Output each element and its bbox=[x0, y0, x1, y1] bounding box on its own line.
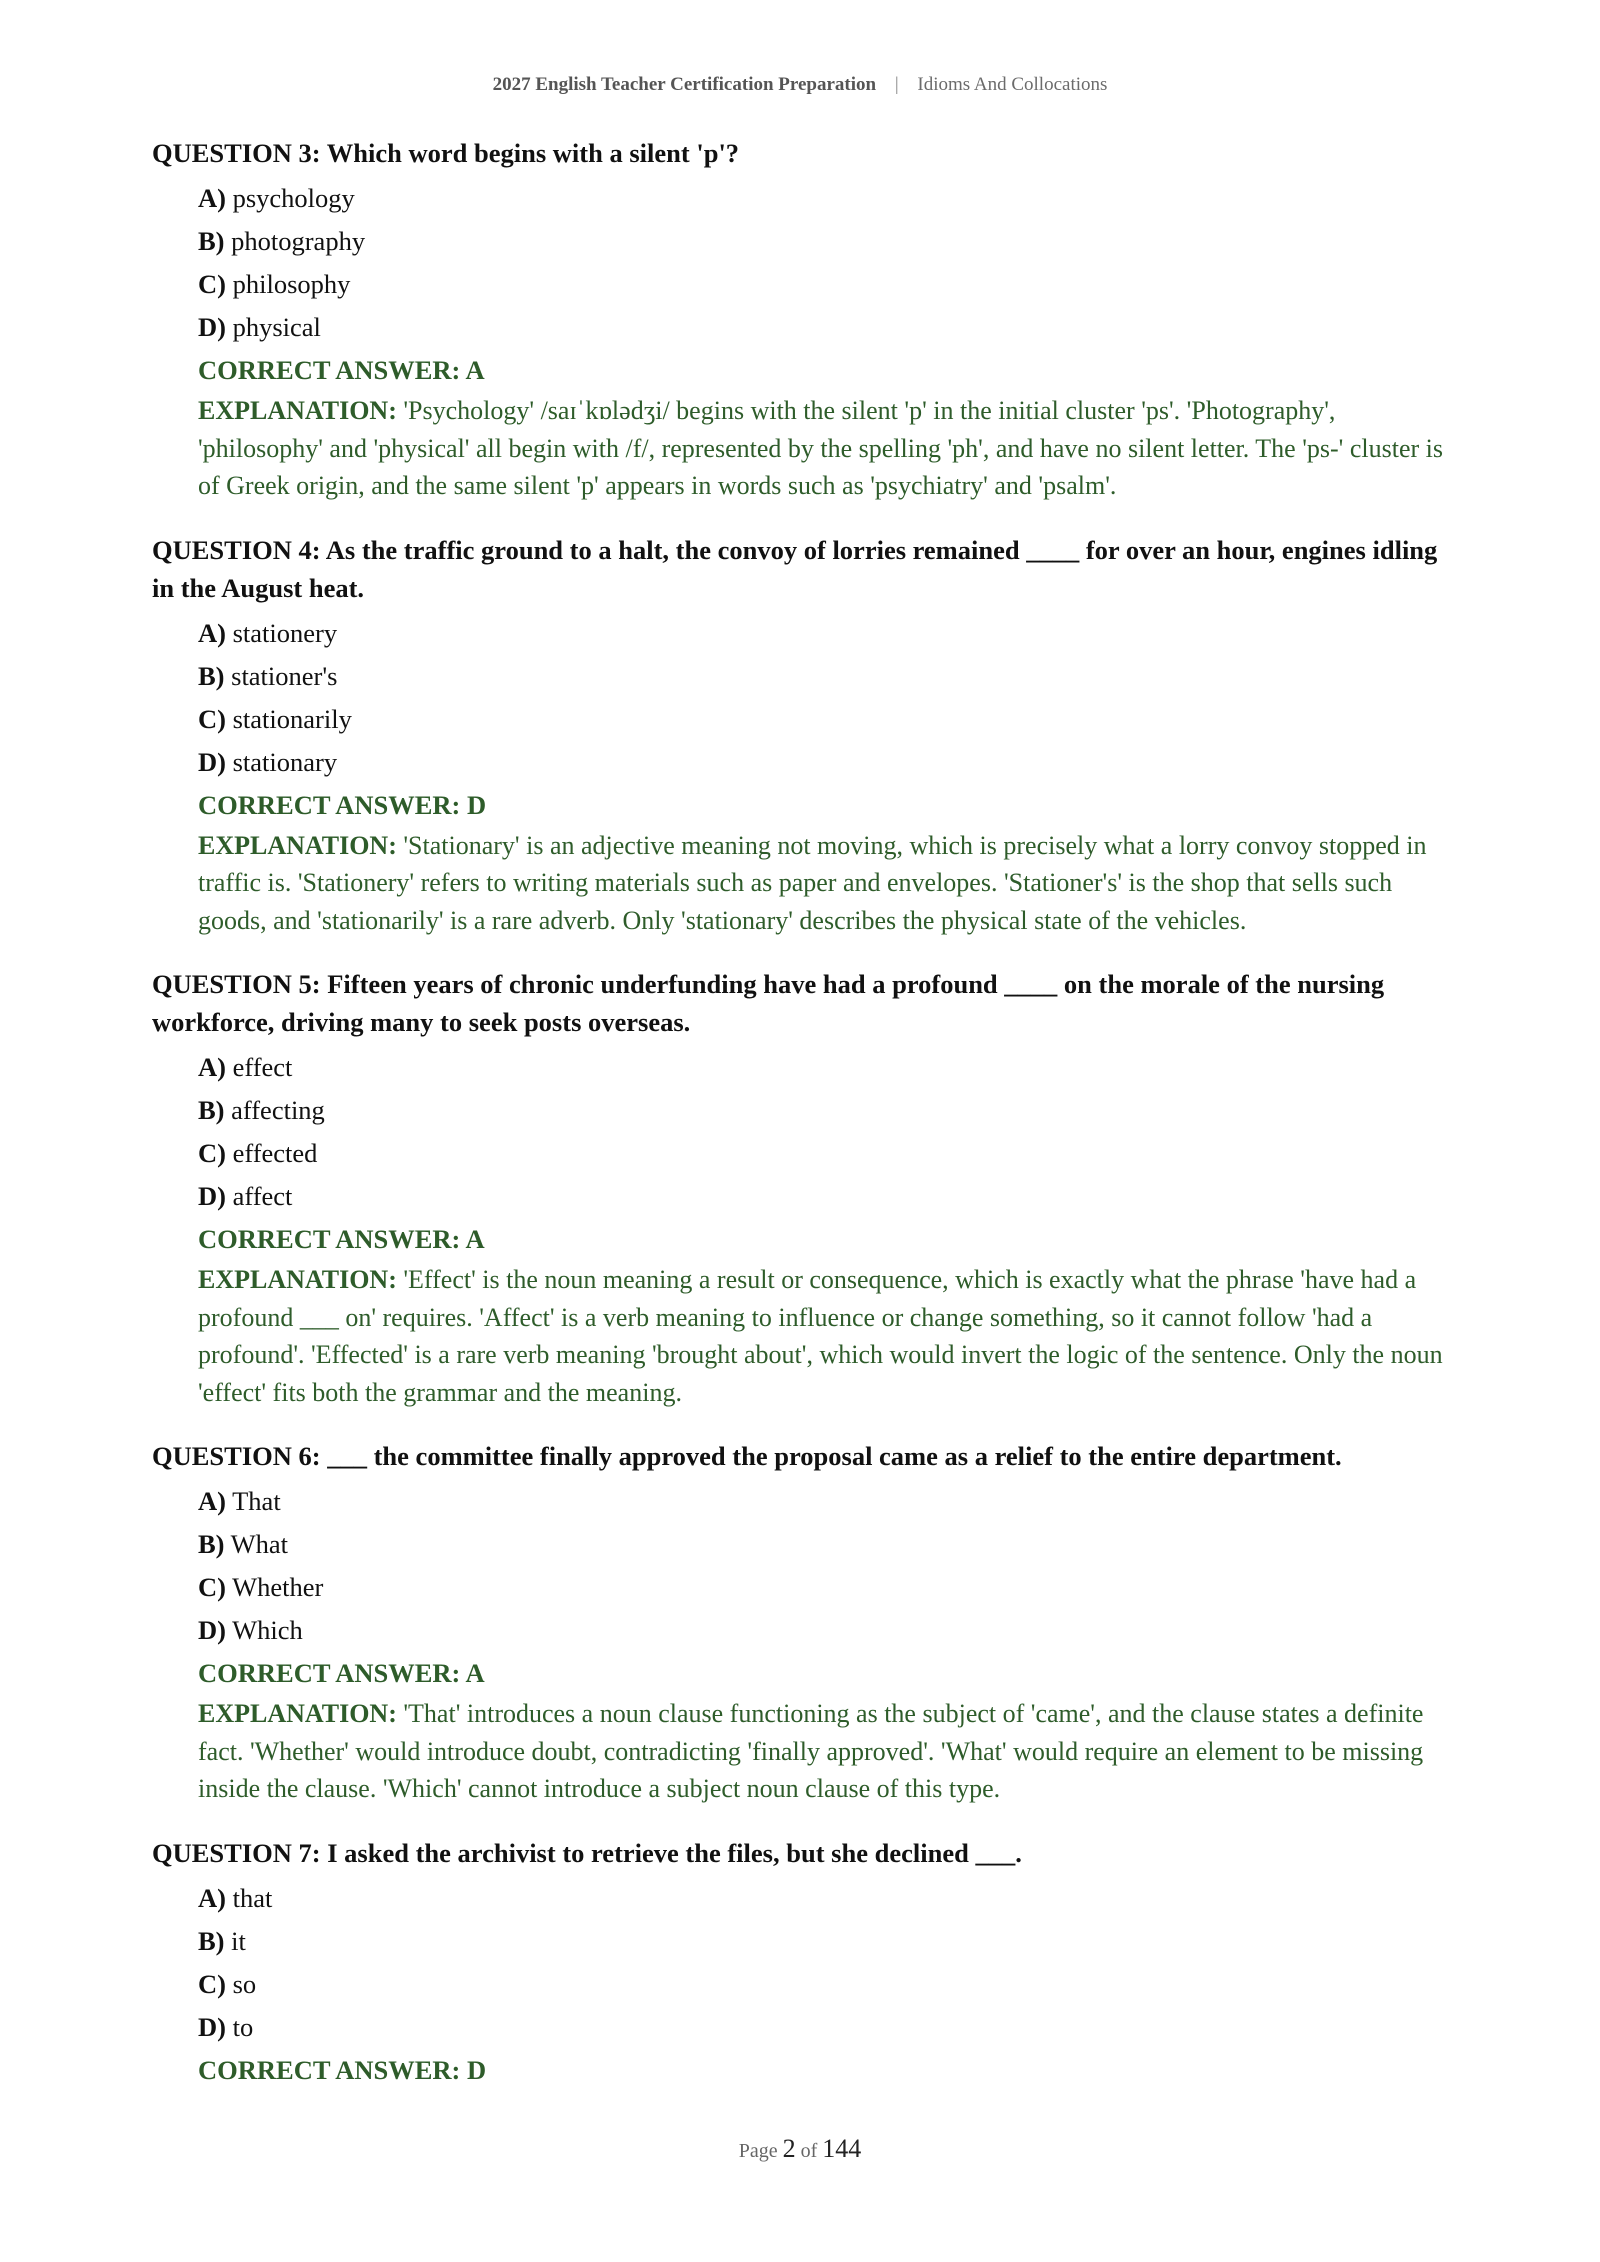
explanation-label: EXPLANATION: bbox=[198, 1265, 397, 1294]
question-text bbox=[152, 531, 1452, 607]
option-letter: A) bbox=[198, 617, 226, 648]
option-letter: D) bbox=[198, 1615, 226, 1645]
option-c bbox=[198, 1566, 1452, 1609]
correct-answer bbox=[198, 349, 1452, 392]
option-text: to bbox=[232, 2011, 254, 2042]
option-c bbox=[198, 263, 1452, 306]
option-c bbox=[198, 698, 1452, 741]
option-letter: A) bbox=[198, 1052, 226, 1082]
question-prompt: ___ the committee finally approved the proposal came as a relief to the entire department. bbox=[327, 1441, 1342, 1471]
option-text: effect bbox=[232, 1052, 293, 1082]
of-word: of bbox=[800, 2140, 818, 2162]
option-b bbox=[198, 1089, 1452, 1132]
question-6 bbox=[152, 1437, 1452, 1808]
explanation-text: 'Stationary' is an adjective meaning not moving, which is precisely what a lorry convoy stopped in traffic is. 'Stationery' refers to writing materials such as paper and envelopes. 'Stationer's' is the shop that sells such goods, and 'stationarily' is a rare adverb. Only 'stationary' describes the physical state of the vehicles. bbox=[198, 830, 1427, 935]
option-letter: C) bbox=[198, 269, 226, 299]
question-label: QUESTION 6: bbox=[152, 1441, 321, 1471]
option-text: affecting bbox=[231, 1095, 325, 1125]
option-text: Which bbox=[232, 1615, 303, 1645]
option-letter: C) bbox=[198, 1968, 226, 1999]
option-text: What bbox=[230, 1529, 289, 1559]
correct-answer-value: A bbox=[465, 1658, 485, 1688]
page-footer bbox=[0, 2134, 1600, 2164]
option-a bbox=[198, 1046, 1452, 1089]
option-c bbox=[198, 1963, 1452, 2006]
explanation-label: EXPLANATION: bbox=[198, 830, 397, 860]
option-text: stationery bbox=[232, 617, 338, 648]
option-list bbox=[198, 1877, 1452, 2049]
option-text: psychology bbox=[232, 183, 355, 213]
option-a bbox=[198, 1877, 1452, 1920]
question-prompt: Fifteen years of chronic underfunding have had a profound ____ on the morale of the nursing workforce, driving many to seek posts overseas. bbox=[152, 969, 1385, 1037]
option-letter: D) bbox=[198, 2011, 226, 2042]
option-d bbox=[198, 741, 1452, 784]
question-text bbox=[152, 134, 1452, 172]
option-b bbox=[198, 220, 1452, 263]
question-text bbox=[152, 965, 1452, 1041]
explanation-label: EXPLANATION: bbox=[198, 396, 397, 425]
option-letter: C) bbox=[198, 703, 226, 734]
correct-answer-label: CORRECT ANSWER: bbox=[198, 1658, 461, 1688]
correct-answer-value: D bbox=[466, 2054, 487, 2085]
correct-answer bbox=[198, 2049, 1452, 2092]
correct-answer-value: A bbox=[465, 1224, 485, 1254]
option-d bbox=[198, 1175, 1452, 1218]
correct-answer-value: D bbox=[466, 789, 487, 820]
option-text: so bbox=[232, 1968, 257, 1999]
correct-answer-label: CORRECT ANSWER: bbox=[198, 355, 461, 385]
option-text: photography bbox=[231, 226, 366, 256]
question-text bbox=[152, 1437, 1452, 1475]
option-text: that bbox=[232, 1882, 273, 1913]
question-label: QUESTION 4: bbox=[152, 534, 321, 565]
explanation-text: 'Effect' is the noun meaning a result or consequence, which is exactly what the phrase 'have had a profound ___ on' requires. 'Affect' is a verb meaning to influence or change something, so it cannot follow 'had a profound'. 'Effected' is a rare verb meaning 'brought about', which would invert the logic of the sentence. Only the noun 'effect' fits both the grammar and the meaning. bbox=[198, 1265, 1443, 1407]
question-prompt: I asked the archivist to retrieve the files, but she declined ___. bbox=[327, 1837, 1022, 1868]
explanation bbox=[198, 392, 1452, 505]
option-letter: B) bbox=[198, 660, 225, 691]
correct-answer-label: CORRECT ANSWER: bbox=[198, 1224, 461, 1254]
page-header bbox=[0, 74, 1600, 96]
explanation bbox=[198, 1261, 1452, 1411]
explanation-text: 'Psychology' /saɪˈkɒlədʒi/ begins with the silent 'p' in the initial cluster 'ps'. 'Photography', 'philosophy' and 'physical' all begin with /f/, represented by the spelling 'ph', and have no silent letter. The 'ps-' cluster is of Greek origin, and the same silent 'p' appears in words such as 'psychiatry' and 'psalm'. bbox=[198, 396, 1444, 500]
header-separator: | bbox=[894, 74, 899, 95]
question-3 bbox=[152, 134, 1452, 505]
option-letter: B) bbox=[198, 226, 225, 256]
question-prompt: As the traffic ground to a halt, the convoy of lorries remained ____ for over an hour, engines idling in the August heat. bbox=[152, 534, 1438, 603]
option-letter: B) bbox=[198, 1925, 225, 1956]
option-text: Whether bbox=[232, 1572, 324, 1602]
option-list bbox=[198, 177, 1452, 349]
option-text: stationer's bbox=[231, 660, 338, 691]
page-word: Page bbox=[738, 2140, 778, 2162]
correct-answer-label: CORRECT ANSWER: bbox=[198, 2054, 461, 2085]
option-list bbox=[198, 1046, 1452, 1218]
option-c bbox=[198, 1132, 1452, 1175]
option-letter: B) bbox=[198, 1529, 225, 1559]
option-letter: C) bbox=[198, 1138, 226, 1168]
option-list bbox=[198, 1480, 1452, 1652]
question-list bbox=[152, 134, 1452, 2118]
option-letter: A) bbox=[198, 1486, 226, 1516]
option-text: stationary bbox=[232, 746, 338, 777]
option-letter: A) bbox=[198, 183, 226, 213]
explanation-text: 'That' introduces a noun clause functioning as the subject of 'came', and the clause states a definite fact. 'Whether' would introduce doubt, contradicting 'finally approved'. 'What' would require an element to be missing inside the clause. 'Which' cannot introduce a subject noun clause of this type. bbox=[198, 1699, 1424, 1803]
question-prompt: Which word begins with a silent 'p'? bbox=[326, 138, 740, 168]
question-label: QUESTION 5: bbox=[152, 969, 321, 999]
question-label: QUESTION 7: bbox=[152, 1837, 321, 1868]
option-d bbox=[198, 306, 1452, 349]
explanation-label: EXPLANATION: bbox=[198, 1699, 397, 1728]
question-4 bbox=[152, 531, 1452, 940]
option-b bbox=[198, 1523, 1452, 1566]
option-d bbox=[198, 1609, 1452, 1652]
option-text: it bbox=[231, 1925, 246, 1956]
option-text: That bbox=[232, 1486, 281, 1516]
option-text: stationarily bbox=[232, 703, 352, 734]
option-text: physical bbox=[232, 312, 321, 342]
document-title: 2027 English Teacher Certification Preparation bbox=[492, 74, 877, 95]
option-letter: D) bbox=[198, 1181, 226, 1211]
option-text: affect bbox=[232, 1181, 293, 1211]
explanation bbox=[198, 827, 1452, 940]
correct-answer bbox=[198, 1652, 1452, 1695]
option-text: philosophy bbox=[232, 269, 351, 299]
question-7 bbox=[152, 1834, 1452, 2092]
correct-answer bbox=[198, 784, 1452, 827]
option-letter: D) bbox=[198, 312, 226, 342]
correct-answer-label: CORRECT ANSWER: bbox=[198, 789, 461, 820]
option-d bbox=[198, 2006, 1452, 2049]
question-text bbox=[152, 1834, 1452, 1872]
option-letter: C) bbox=[198, 1572, 226, 1602]
option-letter: A) bbox=[198, 1882, 226, 1913]
correct-answer-value: A bbox=[465, 355, 485, 385]
correct-answer bbox=[198, 1218, 1452, 1261]
section-title: Idioms And Collocations bbox=[917, 74, 1108, 95]
page-number: 2 bbox=[782, 2134, 796, 2163]
explanation bbox=[198, 1695, 1452, 1808]
option-b bbox=[198, 655, 1452, 698]
total-pages: 144 bbox=[822, 2134, 862, 2163]
option-letter: D) bbox=[198, 746, 226, 777]
option-text: effected bbox=[232, 1138, 318, 1168]
option-list bbox=[198, 612, 1452, 784]
option-letter: B) bbox=[198, 1095, 225, 1125]
option-a bbox=[198, 1480, 1452, 1523]
option-b bbox=[198, 1920, 1452, 1963]
question-label: QUESTION 3: bbox=[152, 138, 321, 168]
question-5 bbox=[152, 965, 1452, 1411]
option-a bbox=[198, 612, 1452, 655]
option-a bbox=[198, 177, 1452, 220]
